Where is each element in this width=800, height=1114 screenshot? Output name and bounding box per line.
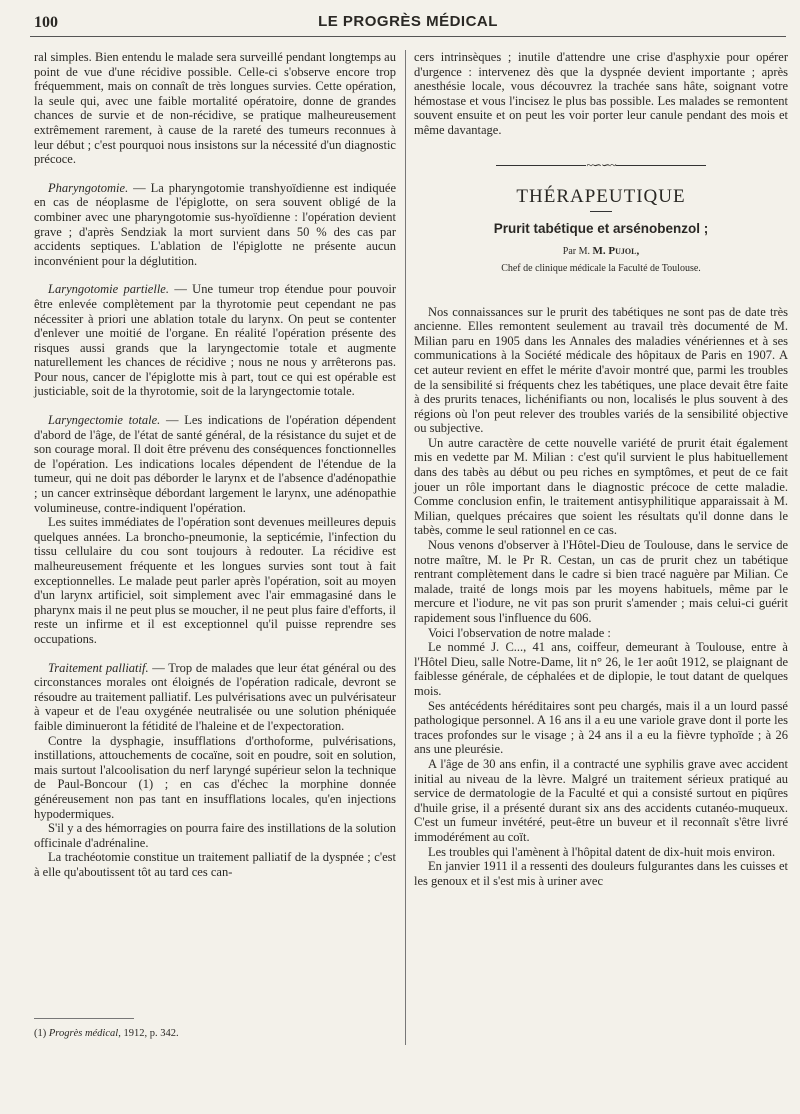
paragraph-lead: Pharyngotomie. (48, 180, 129, 195)
section-title: THÉRAPEUTIQUE (516, 186, 686, 208)
paragraph-lead: Laryngotomie partielle. (48, 282, 169, 297)
article-author: Par M. M. Pujol, (562, 245, 640, 258)
section-ornament: ~∽∽~ (414, 158, 788, 173)
paragraph: Le nommé J. C..., 41 ans, coiffeur, demeurant à Toulouse, entre à l'Hôtel Dieu, salle Notre-Dame, lit n° 26, le 1er août 1912, se plaignant de faiblesse générale, de céphalées et de diplopie, le tout datant de quelques mois. (414, 640, 788, 698)
paragraph: Un autre caractère de cette nouvelle variété de prurit était également mis en vedette par M. Milian : c'est qu'il survient le plus habituellement dans des tabès au début ou peu riches en symptômes, et peut de ce fait jouer un rôle important dans le diagnostic précoce de cette maladie. Comme conclusion enfin, le traitement antisyphilitique apparaissait à M. Milian, quelques précaires que soient les résultats qu'il donne dans le tabès, comme le seul rationnel en ce cas. (414, 435, 788, 538)
article-title: Prurit tabétique et arsénobenzol ; (493, 220, 709, 236)
paragraph: Les suites immédiates de l'opération sont devenues meilleures depuis quelques années. La broncho-pneumonie, la septicémie, l'infection du tissu cellulaire du cou sont toujours à redouter. La récidive est malheureusement fréquente et les longues survies sont tout à fait exceptionnelles. Le malade peut parler après l'opération, soit au moyen d'un larynx artificiel, soit simplement avec l'air emmagasiné dans le pharynx mais il ne peut plus se moucher, il ne peut plus faire d'efforts, il reste un infirme et il est exceptionnel qu'il puisse reprendre ses occupations. (34, 515, 396, 646)
paragraph: Nos connaissances sur le prurit des tabétiques ne sont pas de date très ancienne. Elles remontent seulement au travail très documenté de M. Milian paru en 1905 dans les Annales des maladies vénériennes et à ses communications à la Société médicale des hôpitaux de Paris en 1907. A cet auteur revient en effet le mérite d'avoir montré que, parmi les troubles de la sensibilité si fréquents chez les tabétiques, une place devait être faite à des prurits tenaces, lichénifiants ou non, localisés le plus souvent à des régions où l'on peut relever des troubles variés de la sensibilité objective ou subjective. (414, 304, 788, 436)
paragraph: Traitement palliatif. — Trop de malades que leur état général ou des circonstances morales ont éloignés de l'opération radicale, devront se résoudre au traitement palliatif. Les pulvérisations avec un pulvérisateur à vapeur et de l'eau oxygénée neutralisée ou une solution phéniquée faible diminueront la fétidité de l'haleine et de l'expectoration. (34, 660, 396, 733)
paragraph: Les troubles qui l'amènent à l'hôpital datent de dix-huit mois environ. (428, 844, 776, 859)
paragraph: cers intrinsèques ; inutile d'attendre une crise d'asphyxie pour opérer d'urgence : intervenez dès que la dyspnée devient importante ; après anesthésie locale, vous découvrez la trachée sans hâte, soignant votre hémostase et vous l'incisez le plus bas possible. Les malades se remontent souvent ensuite et on peut les voir porter leur canule pendant des mois et même davantage. (414, 50, 788, 137)
paragraph-lead: Laryngectomie totale. (48, 413, 161, 428)
paragraph: Voici l'observation de notre malade : (428, 625, 611, 640)
footnote: (1) Progrès médical, 1912, p. 342. (34, 1028, 179, 1039)
header-rule (30, 36, 786, 37)
paragraph-lead: Traitement palliatif. (48, 660, 149, 675)
right-column (414, 50, 788, 888)
paragraph: Laryngectomie totale. — Les indications de l'opération dépendent d'abord de l'âge, de l'état de santé général, de la résistance du sujet et de son courage moral. Il doit être prévenu des conséquences fonctionnelles de l'opération. Les indications locales dépendent de l'étendue de la tumeur, qui ne doit pas déborder le larynx et de l'absence d'adénopathie ; un cancer extrinsèque débordant largement le larynx, une adénopathie volumineuse, contre-indiquent l'opération. (34, 413, 396, 515)
page-header (30, 12, 786, 34)
journal-title: LE PROGRÈS MÉDICAL (318, 13, 498, 30)
paragraph: Pharyngotomie. — La pharyngotomie transhyoïdienne est indiquée en cas de néoplasme de l'épiglotte, on sera souvent obligé de la combiner avec une pharyngotomie sus-hyoïdienne : l'opération devient grave ; d'après Sendziak la mort survient dans 50 % des cas par accidents septiques. L'ablation de l'épiglotte ne présente aucun inconvénient pour la déglutition. (34, 180, 396, 268)
paragraph: Ses antécédents héréditaires sont peu chargés, mais il a un lourd passé pathologique personnel. A 16 ans il a eu une variole grave dont il porte les traces profondes sur le visage ; à 24 ans il a eu la fièvre typhoïde ; à 26 ans une pleurésie. (414, 698, 788, 757)
paragraph: Laryngotomie partielle. — Une tumeur trop étendue pour pouvoir être enlevée complètement par la thyrotomie peut cependant ne pas nécessiter à priori une ablation totale du larynx. On peut se contenter d'enlever une moitié de l'organe. En réalité l'opération présente des risques aussi grands que la laryngectomie totale et augmente naturellement les chances de récidive ; nous ne nous y arrêterons pas. Pour nous, cancer de l'épiglotte mis à part, tout ce qui est opérable est justiciable, soit de la thyrotomie, soit de la laryngectomie totale. (34, 282, 396, 399)
paragraph: S'il y a des hémorragies on pourra faire des instillations de la solution officinale d'adrénaline. (34, 821, 397, 850)
footnote-rule (34, 1018, 134, 1019)
paragraph: La trachéotomie constitue un traitement palliatif de la dyspnée ; c'est à elle qu'aboutissent tôt au tard ces can- (34, 850, 396, 879)
title-dash (590, 211, 612, 212)
paragraph: A l'âge de 30 ans enfin, il a contracté une syphilis grave avec accident initial au niveau de la lèvre. Malgré un traitement sérieux pratiqué au service de dermatologie de la Faculté et qui a consisté surtout en piqûres d'huile grise, il a présenté durant six ans des accidents cutanéo-muqueux. C'est un fumeur invétéré, peut-être un buveur et il reconnaît s'être livré immodérément au coït. (414, 756, 788, 844)
paragraph: ral simples. Bien entendu le malade sera surveillé pendant longtemps au point de vue d'une récidive possible. Celle-ci s'observe encore trop fréquemment, mais on connaît de très longues survies. Cette opération, la seule qui, avec une faible mortalité opératoire, donne de grandes chances de survie et de non-récidive, se pratique malheureusement extrêmement rarement, à cause de la rareté des tumeurs reconnues à leur début ; c'est pourquoi nous insistons sur la nécessité d'un diagnostic précoce. (34, 50, 396, 167)
paragraph: Nous venons d'observer à l'Hôtel-Dieu de Toulouse, dans le service de notre maître, M. le Pr R. Cestan, un cas de prurit chez un tabétique rentrant complètement dans le cadre si bien tracé naguère par Milian. Ce malade, traité de longs mois par les moyens habituels, même par le mercure et l'iodure, ne vit pas son prurit s'amender ; mais celui-ci guérit rapidement sous l'influence du 606. (414, 538, 788, 625)
author-affiliation: Chef de clinique médicale la Faculté de Toulouse. (501, 262, 701, 274)
column-divider (405, 50, 406, 1045)
paragraph: Contre la dysphagie, insufflations d'orthoforme, pulvérisations, instillations, attouchements de cocaïne, soit en poudre, soit en solution, mais surtout l'alcoolisation du nerf laryngé supérieur selon la technique de Paul-Boncour (1) ; en cas d'échec la morphine donnée généreusement non pas tant en insufflations locales, qu'en injections hypodermiques. (34, 733, 396, 821)
paragraph: En janvier 1911 il a ressenti des douleurs fulgurantes dans les cuisses et les genoux et il s'est mis à uriner avec (414, 859, 788, 888)
left-column (34, 50, 396, 879)
page-number: 100 (34, 14, 58, 31)
